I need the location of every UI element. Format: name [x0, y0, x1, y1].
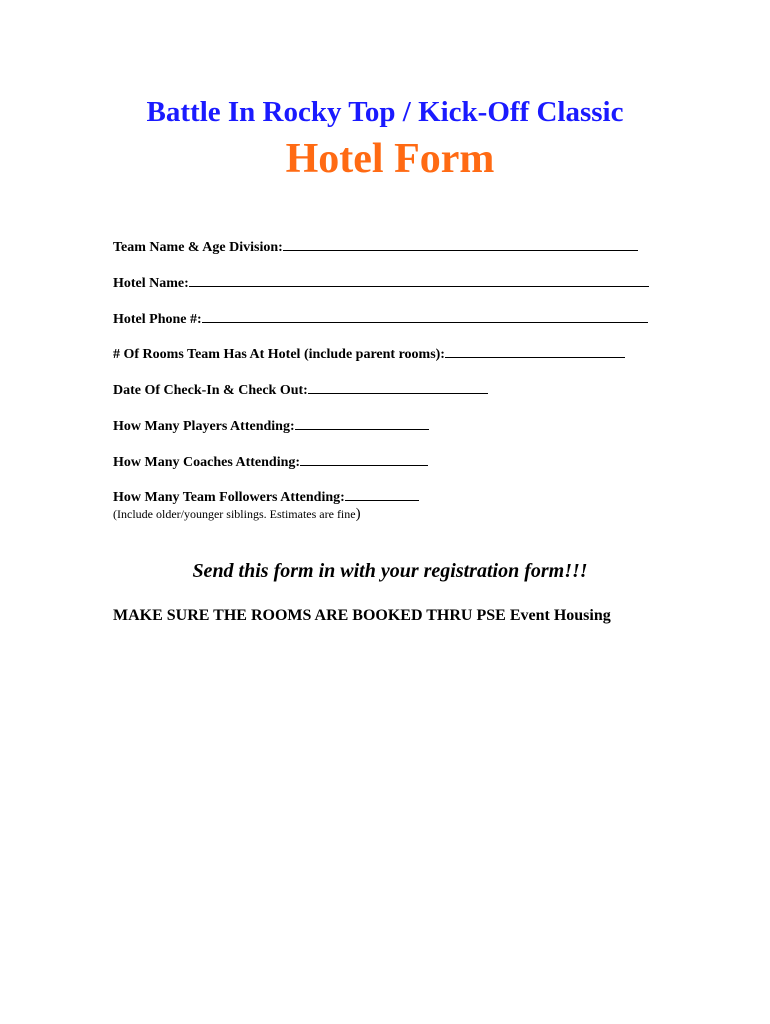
players-attending-label: How Many Players Attending:	[113, 419, 295, 434]
players-attending-field	[113, 416, 429, 436]
followers-attending-label: How Many Team Followers Attending:	[113, 490, 345, 505]
siblings-note-text: (Include older/younger siblings. Estimates are fine	[113, 507, 356, 521]
coaches-attending-label: How Many Coaches Attending:	[113, 455, 301, 470]
coaches-attending-field	[113, 452, 428, 472]
rooms-count-field	[113, 344, 625, 364]
team-name-field	[113, 237, 638, 257]
rooms-count-label: # Of Rooms Team Has At Hotel (include parent rooms):	[113, 347, 445, 362]
event-title: Battle In Rocky Top / Kick-Off Classic	[146, 96, 624, 128]
hotel-name-field	[113, 273, 649, 293]
team-name-input-line[interactable]	[283, 237, 638, 251]
hotel-name-input-line[interactable]	[189, 273, 649, 287]
check-in-out-input-line[interactable]	[308, 380, 488, 394]
booking-notice: MAKE SURE THE ROOMS ARE BOOKED THRU PSE Event Housing	[113, 607, 611, 624]
form-title: Hotel Form	[285, 136, 495, 182]
siblings-note	[113, 506, 361, 522]
rooms-count-input-line[interactable]	[445, 344, 625, 358]
check-in-out-label: Date Of Check-In & Check Out:	[113, 383, 308, 398]
hotel-phone-input-line[interactable]	[202, 309, 648, 323]
coaches-attending-input-line[interactable]	[300, 452, 428, 466]
followers-attending-input-line[interactable]	[345, 487, 419, 501]
hotel-phone-label: Hotel Phone #:	[113, 312, 202, 327]
hotel-name-label: Hotel Name:	[113, 276, 189, 291]
players-attending-input-line[interactable]	[295, 416, 429, 430]
check-in-out-field	[113, 380, 488, 400]
siblings-note-close-paren: )	[355, 506, 361, 522]
hotel-phone-field	[113, 309, 648, 329]
followers-attending-field	[113, 487, 419, 507]
send-form-instruction: Send this form in with your registration form!!!	[192, 560, 588, 582]
team-name-label: Team Name & Age Division:	[113, 240, 283, 255]
